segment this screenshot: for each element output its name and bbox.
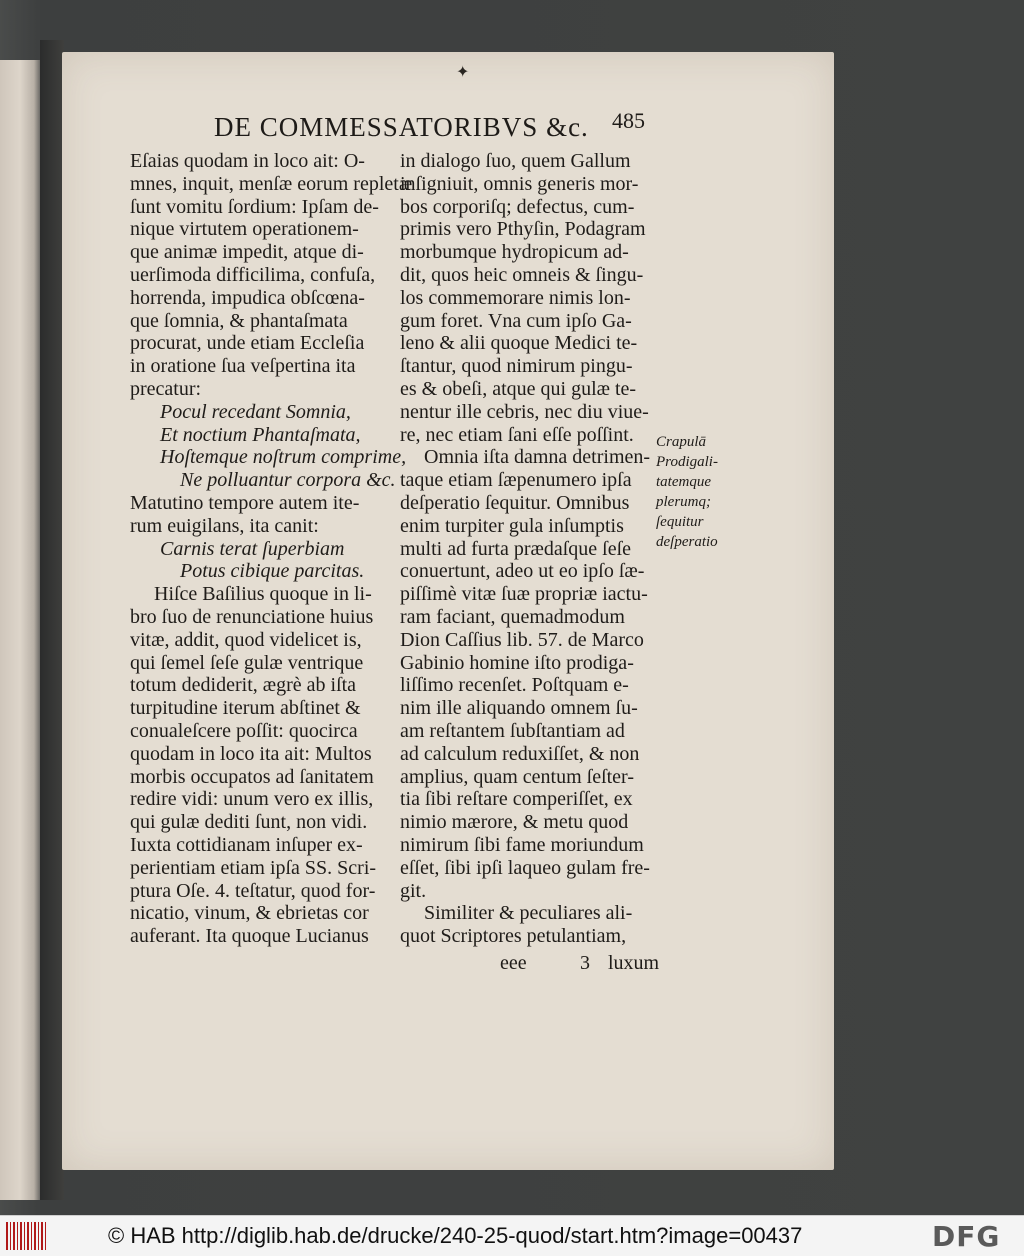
text-line: precatur: [130, 377, 202, 400]
book-gutter [40, 40, 64, 1200]
margin-note-line: deſperatio [656, 534, 718, 550]
text-line: Carnis terat ſuperbiam [160, 537, 345, 560]
hab-logo-icon [6, 1222, 46, 1250]
text-line: Dion Caſſius lib. 57. de Marco [400, 628, 644, 651]
text-line: in oratione ſua veſpertina ita [130, 355, 356, 378]
text-line: uerſimoda difficilima, confuſa, [130, 263, 376, 286]
text-line: Et noctium Phantaſmata, [160, 423, 361, 446]
text-line: deſperatio ſequitur. Omnibus [400, 491, 630, 514]
text-line: horrenda, impudica obſcœna- [130, 286, 365, 309]
text-line: Gabinio homine iſto prodiga- [400, 651, 634, 674]
text-line: procurat, unde etiam Eccleſia [130, 332, 365, 355]
margin-note-line: Prodigali- [656, 454, 718, 470]
text-line: morbis occupatos ad ſanitatem [130, 765, 374, 788]
text-line: Iuxta cottidianam inſuper ex- [130, 833, 363, 856]
text-line: am reſtantem ſubſtantiam ad [400, 719, 625, 742]
margin-note-line: ſequitur [656, 514, 704, 530]
right-text-column [400, 150, 670, 948]
text-line: leno & alii quoque Medici te- [400, 332, 638, 355]
text-line: Eſaias quodam in loco ait: O- [130, 150, 365, 172]
footer-bar [0, 1215, 1024, 1256]
text-line: que ſomnia, & phantaſmata [130, 309, 348, 332]
text-line: Omnia iſta damna detrimen- [424, 446, 651, 469]
text-line: turpitudine iterum abſtinet & [130, 697, 361, 720]
catchword: luxum [608, 952, 660, 974]
text-line: enim turpiter gula inſumptis [400, 514, 624, 537]
text-line: nimirum ſibi fame moriundum [400, 833, 644, 856]
text-line: piſſimè vitæ ſuæ propriæ iactu- [400, 583, 648, 606]
text-line: conuertunt, adeo ut eo ipſo ſæ- [400, 560, 645, 583]
text-line: conualeſcere poſſit: quocirca [130, 719, 358, 742]
signature-number: 3 [580, 952, 590, 974]
text-line: Hoſtemque noſtrum comprime, [160, 446, 407, 469]
margin-note-line: plerumq; [656, 494, 711, 510]
dfg-logo: DFG [932, 1220, 1001, 1253]
signature-mark: eee [500, 952, 527, 974]
text-line: Potus cibique parcitas. [180, 560, 365, 583]
left-text-column [130, 150, 413, 948]
text-line: totum dediderit, ægrè ab iſta [130, 674, 357, 697]
text-line: ſunt vomitu ſordium: Ipſam de- [130, 195, 379, 218]
text-line: nimio mærore, & metu quod [400, 811, 629, 834]
text-line: mnes, inquit, menſæ eorum repletæ [130, 172, 413, 195]
text-line: vitæ, addit, quod videlicet is, [130, 628, 362, 651]
text-line: primis vero Pthyſin, Podagram [400, 218, 646, 241]
text-line: nicatio, vinum, & ebrietas cor [130, 902, 369, 925]
text-line: bos corporiſq; defectus, cum- [400, 195, 635, 218]
text-line: bro ſuo de renunciatione huius [130, 605, 374, 628]
text-line: git. [400, 879, 427, 902]
text-line: inſigniuit, omnis generis mor- [400, 172, 639, 195]
page-number: 485 [612, 108, 645, 133]
text-line: Pocul recedant Somnia, [160, 400, 351, 423]
text-line: taque etiam ſæpenumero ipſa [400, 469, 632, 492]
text-line: eſſet, ſibi ipſi laqueo gulam fre- [400, 856, 650, 879]
text-line: liſſimo recenſet. Poſtquam e- [400, 674, 629, 697]
text-line: gum foret. Vna cum ipſo Ga- [400, 309, 632, 332]
text-line: redire vidi: unum vero ex illis, [130, 788, 374, 811]
text-line: tia ſibi reſtare comperiſſet, ex [400, 788, 633, 811]
text-line: rum euigilans, ita canit: [130, 514, 319, 537]
text-line: es & obeſi, atque qui gulæ te- [400, 377, 637, 400]
text-line: ad calculum reduxiſſet, & non [400, 742, 640, 765]
ornament-icon: ✦ [456, 62, 470, 81]
text-line: nentur ille cebris, nec diu viue- [400, 400, 649, 423]
text-line: quot Scriptores petulantiam, [400, 925, 627, 948]
margin-note-line: tatemque [656, 474, 711, 490]
text-line: ram faciant, quemadmodum [400, 605, 625, 628]
text-line: re, nec etiam ſani eſſe poſſint. [400, 423, 634, 446]
text-line: los commemorare nimis lon- [400, 286, 631, 309]
text-line: qui gulæ dediti ſunt, non vidi. [130, 811, 368, 834]
text-line: que animæ impedit, atque di- [130, 241, 364, 264]
text-line: Matutino tempore autem ite- [130, 491, 360, 514]
text-line: nique virtutem operationem- [130, 218, 359, 241]
text-line: in dialogo ſuo, quem Gallum [400, 150, 631, 172]
text-line: qui ſemel ſeſe gulæ ventrique [130, 651, 364, 674]
text-line: Similiter & peculiares ali- [424, 902, 633, 925]
margin-note [656, 432, 756, 552]
text-line: quodam in loco ita ait: Multos [130, 742, 372, 765]
text-line: multi ad furta prædaſque ſeſe [400, 537, 632, 560]
running-head: DE COMMESSATORIBVS &c. [214, 112, 589, 142]
text-line: dit, quos heic omneis & ſingu- [400, 263, 644, 286]
text-line: morbumque hydropicum ad- [400, 241, 629, 264]
previous-page-edge [0, 60, 40, 1200]
text-line: Ne polluantur corpora &c. [180, 469, 396, 492]
text-line: auferant. Ita quoque Lucianus [130, 925, 369, 948]
text-line: ptura Oſe. 4. teſtatur, quod for- [130, 879, 376, 902]
text-line: amplius, quam centum ſeſter- [400, 765, 634, 788]
footer-url-link[interactable]: © HAB http://diglib.hab.de/drucke/240-25-quod/start.htm?image=00437 [108, 1223, 803, 1248]
margin-note-line: Crapulā [656, 434, 707, 450]
text-line: Hiſce Baſilius quoque in li- [154, 583, 372, 606]
text-line: nim ille aliquando omnem ſu- [400, 697, 638, 720]
text-line: perientiam etiam ipſa SS. Scri- [130, 856, 377, 879]
text-line: ſtantur, quod nimirum pingu- [400, 355, 633, 378]
